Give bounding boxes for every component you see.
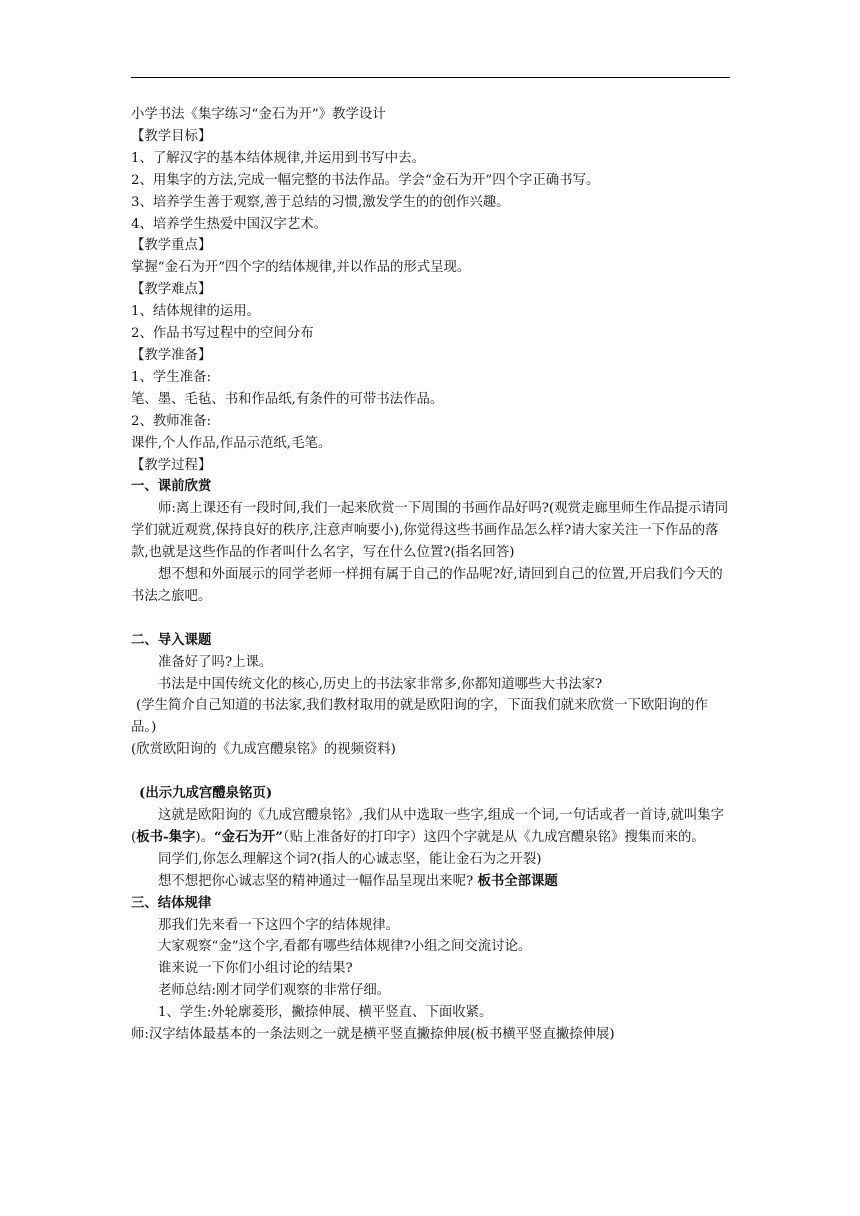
prep-student-label: 1、学生准备:: [131, 369, 211, 385]
section-heading-key: 【教学重点】: [131, 238, 212, 254]
goal-item: 2、用集字的方法,完成一幅完整的书法作品。学会“金石为开”四个字正确书写。: [131, 172, 600, 188]
section-heading-difficulty: 【教学难点】: [131, 282, 212, 298]
paragraph: 师:汉字结体最基本的一条法则之一就是横平竖直撇捺伸展(板书横平竖直撇捺伸展): [131, 1027, 615, 1043]
blank-line: [131, 608, 730, 630]
header-rule: [131, 77, 730, 78]
document-body: [131, 104, 730, 1046]
text-run: 这就是欧阳询的《九成宫醴泉铭》,我们从中选取一些字,组成一个词,一句话或者一首诗,就叫集字(: [131, 807, 725, 845]
paragraph: 1、学生:外轮廓菱形，撇捺伸展、横平竖直、下面收紧。: [158, 1005, 493, 1021]
paragraph: 大家观察“金”这个字,看都有哪些结体规律?小组之间交流讨论。: [158, 939, 532, 955]
difficulty-item: 1、结体规律的运用。: [131, 304, 261, 320]
paragraph: 那我们先来看一下这四个字的结体规律。: [158, 917, 400, 933]
paragraph: 谁来说一下你们小组讨论的结果?: [158, 961, 353, 977]
step-heading-2: 二、导入课题: [131, 631, 212, 648]
text-run: （贴上准备好的打印字）这四个字就是从《九成宫醴泉铭》搜集而来的。: [282, 829, 705, 845]
text-run: )。: [195, 829, 214, 845]
section-heading-preparation: 【教学准备】: [131, 347, 212, 363]
text-run: 想不想把你心诚志坚的精神通过一幅作品呈现出来呢?: [158, 873, 474, 889]
step-heading-3: 三、结体规律: [131, 894, 212, 911]
paragraph: 老师总结:刚才同学们观察的非常仔细。: [158, 983, 391, 999]
board-note: 板书-集字: [136, 828, 196, 845]
blank-line: [131, 761, 730, 783]
prep-teacher-items: 课件,个人作品,作品示范纸,毛笔。: [131, 435, 332, 451]
paragraph: [131, 871, 730, 893]
goal-item: 4、培养学生热爱中国汉字艺术。: [131, 216, 327, 232]
goal-item: 1、了解汉字的基本结体规律,并运用到书写中去。: [131, 150, 425, 166]
paragraph: 师:离上课还有一段时间,我们一起来欣赏一下周围的书画作品好吗?(观赏走廊里师生作品提示请同学们就近观赏,保持良好的秩序,注意声响要小),你觉得这些书画作品怎么样?请大家关注一下作品的落款,也就是这些作品的作者叫什么名字，写在什么位置?(指名回答): [131, 501, 729, 561]
difficulty-item: 2、作品书写过程中的空间分布: [131, 326, 314, 342]
step-heading-1: 一、课前欣赏: [131, 478, 212, 495]
paragraph: (学生简介自己知道的书法家,我们教材取用的就是欧阳询的字，下面我们就来欣赏一下欧阳询的作品。): [131, 698, 708, 736]
goal-item: 3、培养学生善于观察,善于总结的习惯,激发学生的的创作兴趣。: [131, 194, 510, 210]
key-item: 掌握“金石为开”四个字的结体规律,并以作品的形式呈现。: [131, 260, 471, 276]
document-title: 小学书法《集字练习“金石为开”》教学设计: [131, 107, 386, 122]
board-note: 板书全部课题: [477, 872, 558, 889]
section-heading-process: 【教学过程】: [131, 457, 212, 473]
prep-teacher-label: 2、教师准备:: [131, 413, 211, 429]
section-heading-goals: 【教学目标】: [131, 128, 212, 144]
prep-student-items: 笔、墨、毛毡、书和作品纸,有条件的可带书法作品。: [131, 391, 444, 407]
paragraph: (欣赏欧阳询的《九成宫醴泉铭》的视频资料): [131, 742, 396, 758]
phrase-highlight: “金石为开”: [213, 828, 283, 845]
slide-note: (出示九成宫醴泉铭页): [139, 785, 273, 802]
paragraph: 准备好了吗?上课。: [158, 654, 273, 670]
paragraph: 想不想和外面展示的同学老师一样拥有属于自己的作品呢?好,请回到自己的位置,开启我们今天的书法之旅吧。: [131, 567, 723, 604]
paragraph: [131, 805, 730, 849]
paragraph: 书法是中国传统文化的核心,历史上的书法家非常多,你都知道哪些大书法家?: [158, 676, 603, 692]
paragraph: 同学们,你怎么理解这个词?(指人的心诚志坚，能让金石为之开裂): [158, 851, 542, 867]
